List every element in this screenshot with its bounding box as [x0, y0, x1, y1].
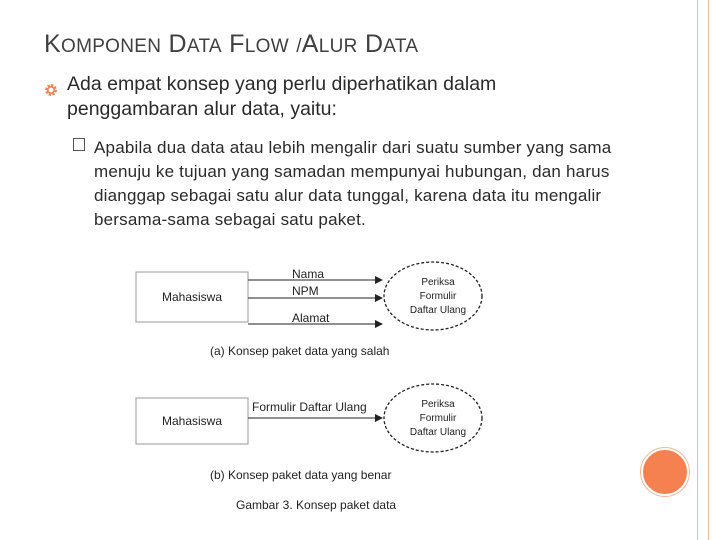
bullet-text-2: Apabila dua data atau lebih mengalir dari suatu sumber yang sama menuju ke tujuan yang samadan mempunyai hubungan, dan harus dianggap sebagai satu alur data tunggal, karena data itu mengalir bersama-sama sebagai satu paket. — [94, 138, 612, 229]
square-bullet-icon — [73, 138, 85, 151]
flow-label-a2: NPM — [292, 284, 319, 298]
source-label-b: Mahasiswa — [161, 414, 223, 428]
process-label-a2: Formulir — [419, 291, 457, 302]
process-label-b3: Daftar Ulang — [409, 427, 467, 438]
figure-caption: Gambar 3. Konsep paket data — [236, 498, 397, 512]
decor-rail-left — [697, 0, 698, 540]
process-label-a3: Daftar Ulang — [409, 305, 467, 316]
data-flow-figure — [130, 258, 530, 520]
caption-a: (a) Konsep paket data yang salah — [210, 344, 390, 358]
process-label-a1: Periksa — [421, 277, 455, 288]
bullet-text-1: Ada empat konsep yang perlu diperhatikan dalam penggambaran alur data, yaitu: — [67, 73, 497, 120]
process-label-b2: Formulir — [419, 413, 457, 424]
flow-label-b: Formulir Daftar Ulang — [252, 400, 367, 414]
decor-orange-circle — [641, 448, 689, 496]
slide-title: KOMPONEN DATA FLOW /ALUR DATA — [44, 30, 419, 58]
flow-label-a1: Nama — [292, 267, 325, 281]
gear-bullet-icon — [44, 83, 58, 97]
flow-label-a3: Alamat — [292, 311, 330, 325]
process-label-b1: Periksa — [421, 399, 455, 410]
caption-b: (b) Konsep paket data yang benar — [210, 468, 392, 482]
source-label-a: Mahasiswa — [161, 290, 223, 304]
decor-rail-right — [708, 0, 709, 540]
